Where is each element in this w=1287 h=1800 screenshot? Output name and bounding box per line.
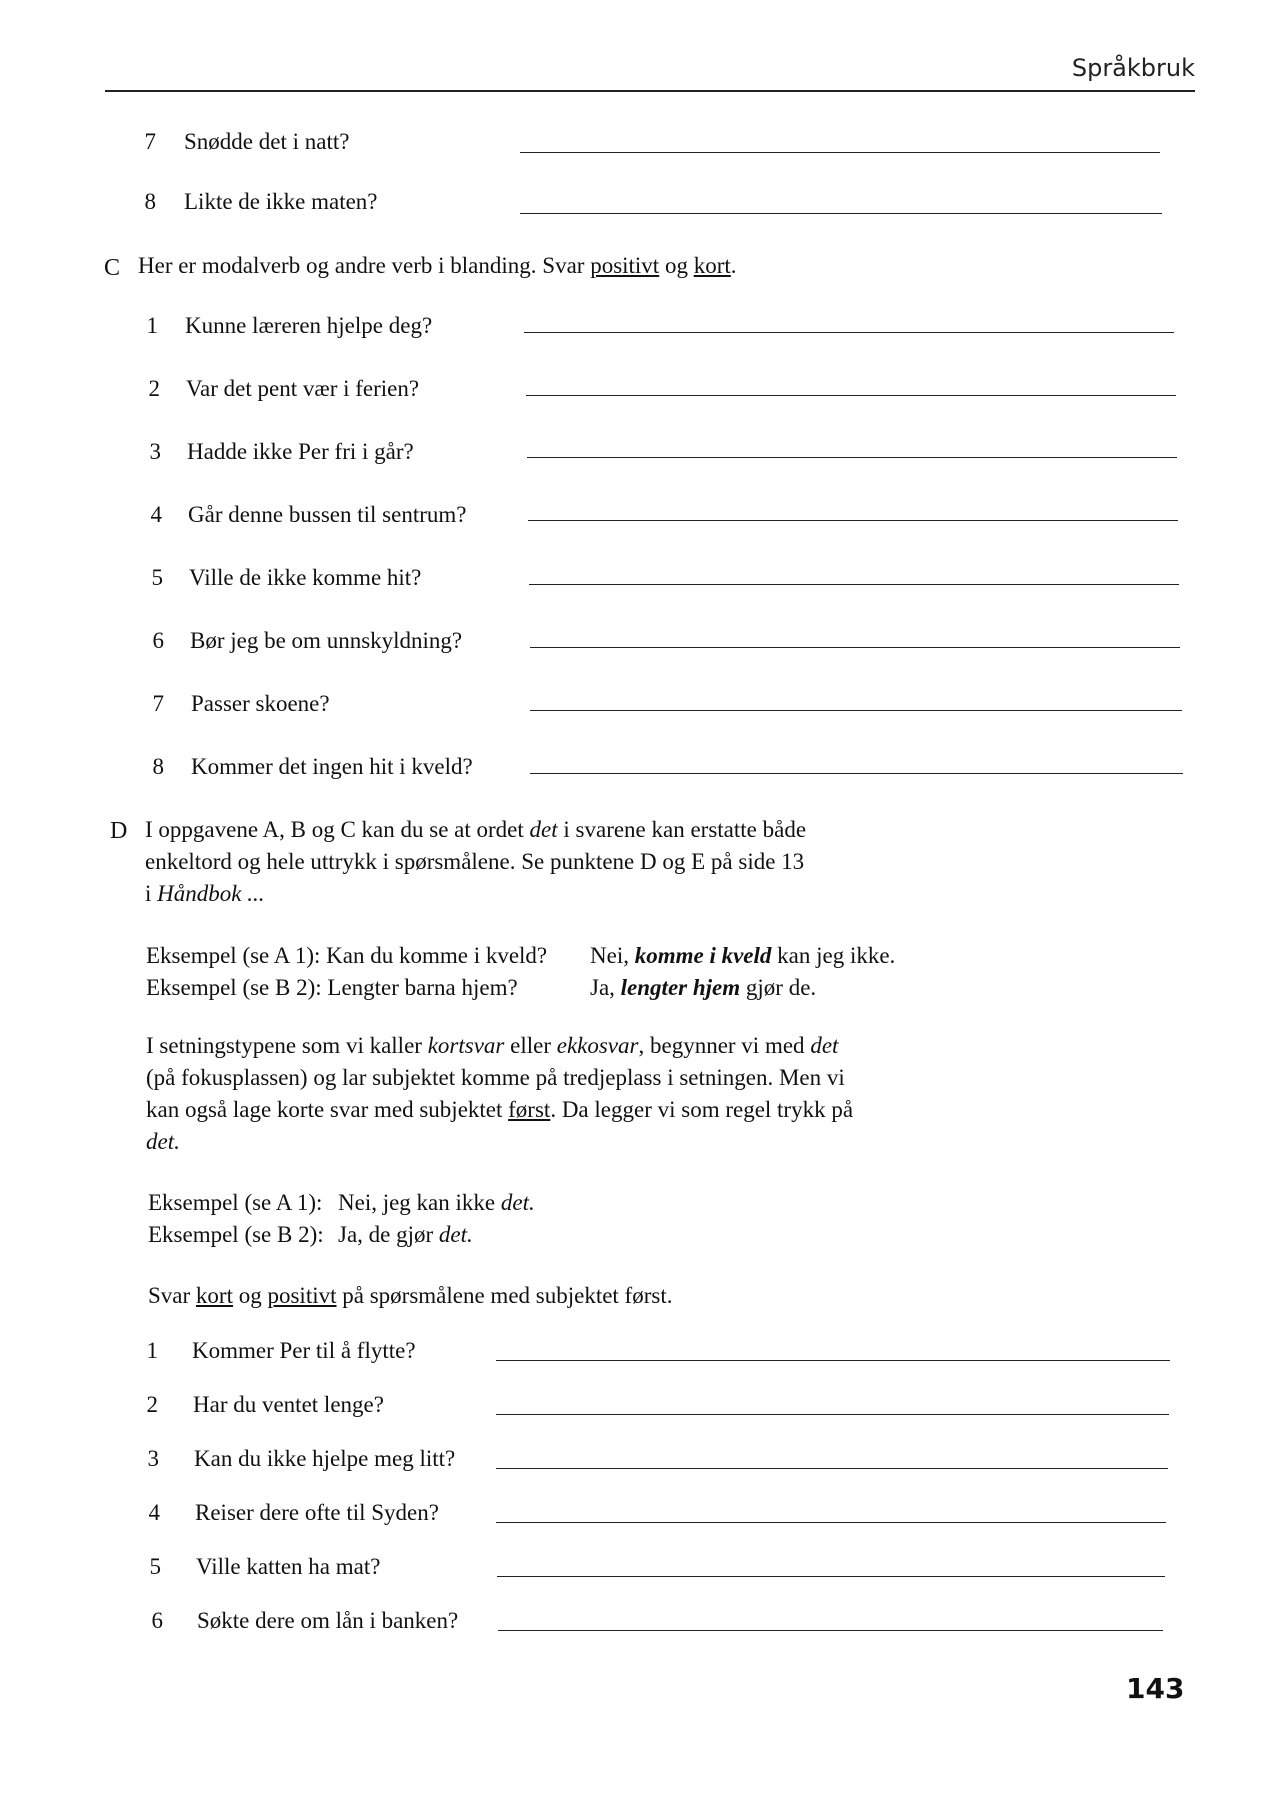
- text-run: I oppgavene A, B og C kan du se at ordet: [145, 817, 530, 842]
- answer-line[interactable]: [529, 584, 1179, 585]
- item-number: 2: [148, 376, 160, 401]
- paragraph-line: (på fokusplassen) og lar subjektet komme på tredjeplass i setningen. Men vi: [146, 1065, 845, 1090]
- instruction-text: og: [659, 253, 694, 278]
- text-run: på spørsmålene med subjektet først.: [336, 1283, 673, 1308]
- answer-line[interactable]: [526, 395, 1176, 396]
- example-label: Eksempel (se A 1): Kan du komme i kveld?: [146, 943, 548, 968]
- item-number: 4: [148, 1500, 160, 1525]
- question-text: Bør jeg be om unnskyldning?: [190, 628, 463, 653]
- answer-line[interactable]: [498, 1630, 1163, 1631]
- emphasis: det.: [500, 1190, 535, 1215]
- emphasis: det: [529, 817, 558, 842]
- answer-line[interactable]: [524, 332, 1174, 333]
- instruction-underlined: positivt: [590, 253, 660, 278]
- text-run: I setningstypene som vi kaller: [146, 1033, 428, 1058]
- emphasis: komme i kveld: [634, 943, 772, 968]
- answer-line[interactable]: [520, 213, 1162, 214]
- underlined-word: positivt: [267, 1283, 337, 1308]
- paragraph-line: [146, 1094, 906, 1126]
- item-number: 3: [147, 1446, 159, 1471]
- text-run: kan jeg ikke.: [771, 943, 896, 968]
- question-text: Kommer det ingen hit i kveld?: [191, 754, 473, 779]
- question-text: Søkte dere om lån i banken?: [197, 1608, 459, 1633]
- section-d-intro: [145, 814, 945, 910]
- example-answer: [338, 1219, 473, 1251]
- item-number: 8: [152, 754, 164, 779]
- emphasis: ekkosvar: [556, 1033, 639, 1058]
- header-rule: [105, 90, 1195, 92]
- item-number: 6: [151, 1608, 163, 1633]
- question-text: Kan du ikke hjelpe meg litt?: [194, 1446, 456, 1471]
- text-run: Nei,: [590, 943, 635, 968]
- emphasis: det: [810, 1033, 839, 1058]
- instruction-underlined: kort: [693, 253, 731, 278]
- answer-line[interactable]: [520, 152, 1160, 153]
- underlined-word: først: [508, 1097, 551, 1122]
- section-c-instruction: [138, 250, 737, 282]
- paragraph-line: enkeltord og hele uttrykk i spørsmålene. Se punktene D og E på side 13: [145, 849, 805, 874]
- item-number: 5: [151, 565, 163, 590]
- text-run: , begynner vi med: [638, 1033, 811, 1058]
- answer-line[interactable]: [528, 520, 1178, 521]
- text-run: Svar: [148, 1283, 196, 1308]
- answer-line[interactable]: [530, 710, 1182, 711]
- example-answer: [590, 940, 895, 972]
- item-number: 3: [149, 439, 161, 464]
- emphasis: lengter hjem: [620, 975, 741, 1000]
- page-number: 143: [1126, 1672, 1185, 1705]
- underlined-word: kort: [195, 1283, 233, 1308]
- example-answer: [590, 972, 816, 1004]
- instruction-text: Her er modalverb og andre verb i blanding. Svar: [138, 253, 591, 278]
- item-number: 1: [146, 1338, 158, 1363]
- example-label: Eksempel (se B 2):: [148, 1222, 324, 1247]
- answer-line[interactable]: [530, 647, 1180, 648]
- paragraph-line: [146, 1126, 906, 1158]
- example-label: Eksempel (se A 1):: [148, 1190, 323, 1215]
- emphasis: det.: [438, 1222, 473, 1247]
- emphasis: kortsvar: [427, 1033, 505, 1058]
- paragraph-line: [146, 1030, 906, 1062]
- answer-line[interactable]: [497, 1576, 1165, 1577]
- answer-line[interactable]: [496, 1360, 1170, 1361]
- emphasis: det.: [146, 1129, 180, 1154]
- answer-line[interactable]: [496, 1414, 1169, 1415]
- text-run: Ja, de gjør: [338, 1222, 439, 1247]
- book-title: Håndbok ...: [157, 881, 265, 906]
- paragraph-line: [145, 878, 945, 910]
- item-number: 5: [149, 1554, 161, 1579]
- example-label: Eksempel (se B 2): Lengter barna hjem?: [146, 975, 518, 1000]
- question-text: Ville de ikke komme hit?: [189, 565, 422, 590]
- example-answer: [338, 1187, 535, 1219]
- text-run: Nei, jeg kan ikke: [338, 1190, 501, 1215]
- question-text: Likte de ikke maten?: [184, 189, 378, 214]
- item-number: 7: [144, 129, 156, 154]
- question-text: Passer skoene?: [191, 691, 330, 716]
- question-text: Snødde det i natt?: [184, 129, 350, 154]
- question-text: Hadde ikke Per fri i går?: [187, 439, 414, 464]
- item-number: 7: [152, 691, 164, 716]
- question-text: Kommer Per til å flytte?: [192, 1338, 416, 1363]
- item-number: 1: [146, 313, 158, 338]
- text-run: og: [232, 1283, 268, 1308]
- question-text: Ville katten ha mat?: [196, 1554, 381, 1579]
- running-header: Språkbruk: [1071, 54, 1195, 82]
- answer-line[interactable]: [530, 773, 1183, 774]
- section-letter: C: [104, 255, 121, 281]
- item-number: 8: [144, 189, 156, 214]
- text-run: i: [145, 881, 158, 906]
- question-text: Går denne bussen til sentrum?: [188, 502, 467, 527]
- paragraph-line: [145, 814, 945, 846]
- item-number: 4: [150, 502, 162, 527]
- text-run: kan også lage korte svar med subjektet: [146, 1097, 509, 1122]
- section-d-explanation: [146, 1030, 906, 1158]
- text-run: i svarene kan erstatte både: [557, 817, 807, 842]
- question-text: Reiser dere ofte til Syden?: [195, 1500, 439, 1525]
- item-number: 2: [146, 1392, 158, 1417]
- item-number: 6: [152, 628, 164, 653]
- text-run: eller: [504, 1033, 557, 1058]
- question-text: Kunne læreren hjelpe deg?: [185, 313, 433, 338]
- answer-line[interactable]: [496, 1522, 1166, 1523]
- text-run: Ja,: [590, 975, 621, 1000]
- section-letter: D: [110, 818, 128, 844]
- answer-line[interactable]: [496, 1468, 1168, 1469]
- text-run: gjør de.: [740, 975, 817, 1000]
- task-instruction: [148, 1280, 672, 1312]
- question-text: Har du ventet lenge?: [193, 1392, 384, 1417]
- instruction-text: .: [730, 253, 737, 278]
- text-run: . Da legger vi som regel trykk på: [550, 1097, 854, 1122]
- answer-line[interactable]: [527, 457, 1177, 458]
- question-text: Var det pent vær i ferien?: [186, 376, 420, 401]
